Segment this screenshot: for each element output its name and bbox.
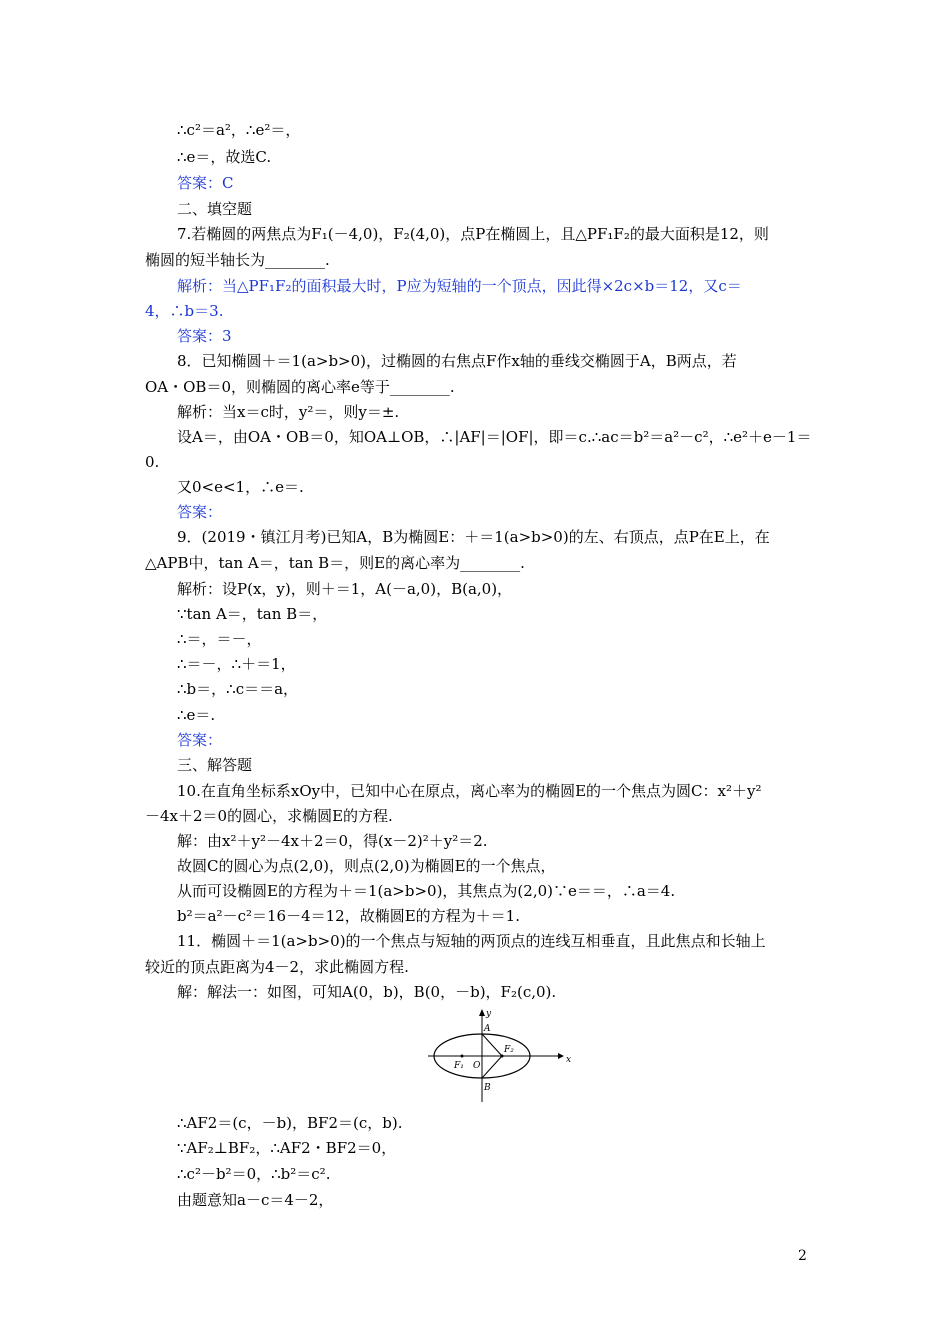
- question-line: 11．椭圆＋＝1(a>b>0)的一个焦点与短轴的两顶点的连线互相垂直，且此焦点和长轴上: [177, 932, 766, 950]
- question-line: 7.若椭圆的两焦点为F₁(－4,0)，F₂(4,0)，点P在椭圆上，且△PF₁F₂的最大面积是12，则: [177, 225, 769, 243]
- solution-line: ∴＝－，∴＋＝1，: [177, 655, 296, 673]
- question-line: OA・OB＝0，则椭圆的离心率e等于________.: [145, 378, 455, 396]
- solution-line: 又0<e<1，∴e＝.: [177, 478, 304, 496]
- point-b-label: B: [484, 1083, 491, 1093]
- question-line: 9．(2019・镇江月考)已知A，B为椭圆E：＋＝1(a>b>0)的左、右顶点，点P在E上，在: [177, 528, 770, 546]
- section-heading: 三、解答题: [177, 756, 253, 774]
- question-line: －4x＋2＝0的圆心，求椭圆E的方程.: [145, 807, 393, 825]
- answer-line: 答案：C: [177, 174, 234, 192]
- solution-line: 4，∴b＝3.: [145, 302, 224, 320]
- solution-line: 由题意知a－c＝4－2，: [177, 1191, 334, 1209]
- question-line: 椭圆的短半轴长为________.: [145, 251, 330, 269]
- solution-line: ∴e＝.: [177, 706, 216, 724]
- focus-f2-label: F₂: [504, 1045, 514, 1055]
- page-number: 2: [798, 1248, 807, 1264]
- solution-line: 0.: [145, 453, 160, 471]
- origin-label: O: [473, 1061, 481, 1071]
- answer-line: 答案：: [177, 731, 223, 749]
- x-axis-label: x: [566, 1055, 572, 1065]
- solution-line: ∵tan A＝，tan B＝，: [177, 605, 328, 623]
- text-line: ∴e＝，故选C.: [177, 148, 272, 166]
- solution-line: ∴＝，＝－，: [177, 630, 262, 648]
- question-line: 8．已知椭圆＋＝1(a>b>0)，过椭圆的右焦点F作x轴的垂线交椭圆于A，B两点，若: [177, 352, 737, 370]
- solution-line: 解析：当△PF₁F₂的面积最大时，P应为短轴的一个顶点，因此得×2c×b＝12，又c＝: [177, 277, 742, 295]
- point-a-label: A: [484, 1024, 491, 1034]
- text-line: ∴c²＝a²，∴e²＝，: [177, 121, 301, 139]
- solution-line: 设A＝，由OA・OB＝0，知OA⊥OB，∴|AF|＝|OF|，即＝c.∴ac＝b²＝a²－c²，∴e²＋e－1＝: [177, 428, 812, 446]
- solution-line: 解：由x²＋y²－4x＋2＝0，得(x－2)²＋y²＝2.: [177, 832, 488, 850]
- question-line: △APB中，tan A＝，tan B＝，则E的离心率为________.: [145, 554, 525, 572]
- solution-line: 解：解法一：如图，可知A(0，b)，B(0，－b)，F₂(c,0).: [177, 983, 557, 1001]
- question-line: 10.在直角坐标系xOy中，已知中心在原点，离心率为的椭圆E的一个焦点为圆C：x²＋y²: [177, 782, 762, 800]
- question-line: 较近的顶点距离为4－2，求此椭圆方程.: [145, 958, 409, 976]
- solution-line: ∴b＝，∴c＝＝a，: [177, 680, 299, 698]
- solution-line: 从而可设椭圆E的方程为＋＝1(a>b>0)，其焦点为(2,0)∵e＝＝，∴a＝4.: [177, 882, 676, 900]
- section-heading: 二、填空题: [177, 200, 253, 218]
- solution-line: ∵AF₂⊥BF₂，∴AF2・BF2＝0，: [177, 1139, 397, 1157]
- y-axis-label: y: [486, 1009, 492, 1019]
- solution-line: b²＝a²－c²＝16－4＝12，故椭圆E的方程为＋＝1.: [177, 907, 520, 925]
- solution-line: ∴c²－b²＝0，∴b²＝c².: [177, 1165, 331, 1183]
- solution-line: 解析：当x＝c时，y²＝，则y＝±.: [177, 403, 400, 421]
- answer-line: 答案：: [177, 503, 223, 521]
- solution-line: 解析：设P(x，y)，则＋＝1，A(－a,0)，B(a,0)，: [177, 580, 513, 598]
- answer-line: 答案：3: [177, 327, 232, 345]
- solution-line: ∴AF2＝(c，－b)，BF2＝(c，b).: [177, 1114, 403, 1132]
- ellipse-figure: [420, 1006, 572, 1106]
- focus-f1-label: F₁: [454, 1061, 464, 1071]
- solution-line: 故圆C的圆心为点(2,0)，则点(2,0)为椭圆E的一个焦点，: [177, 857, 556, 875]
